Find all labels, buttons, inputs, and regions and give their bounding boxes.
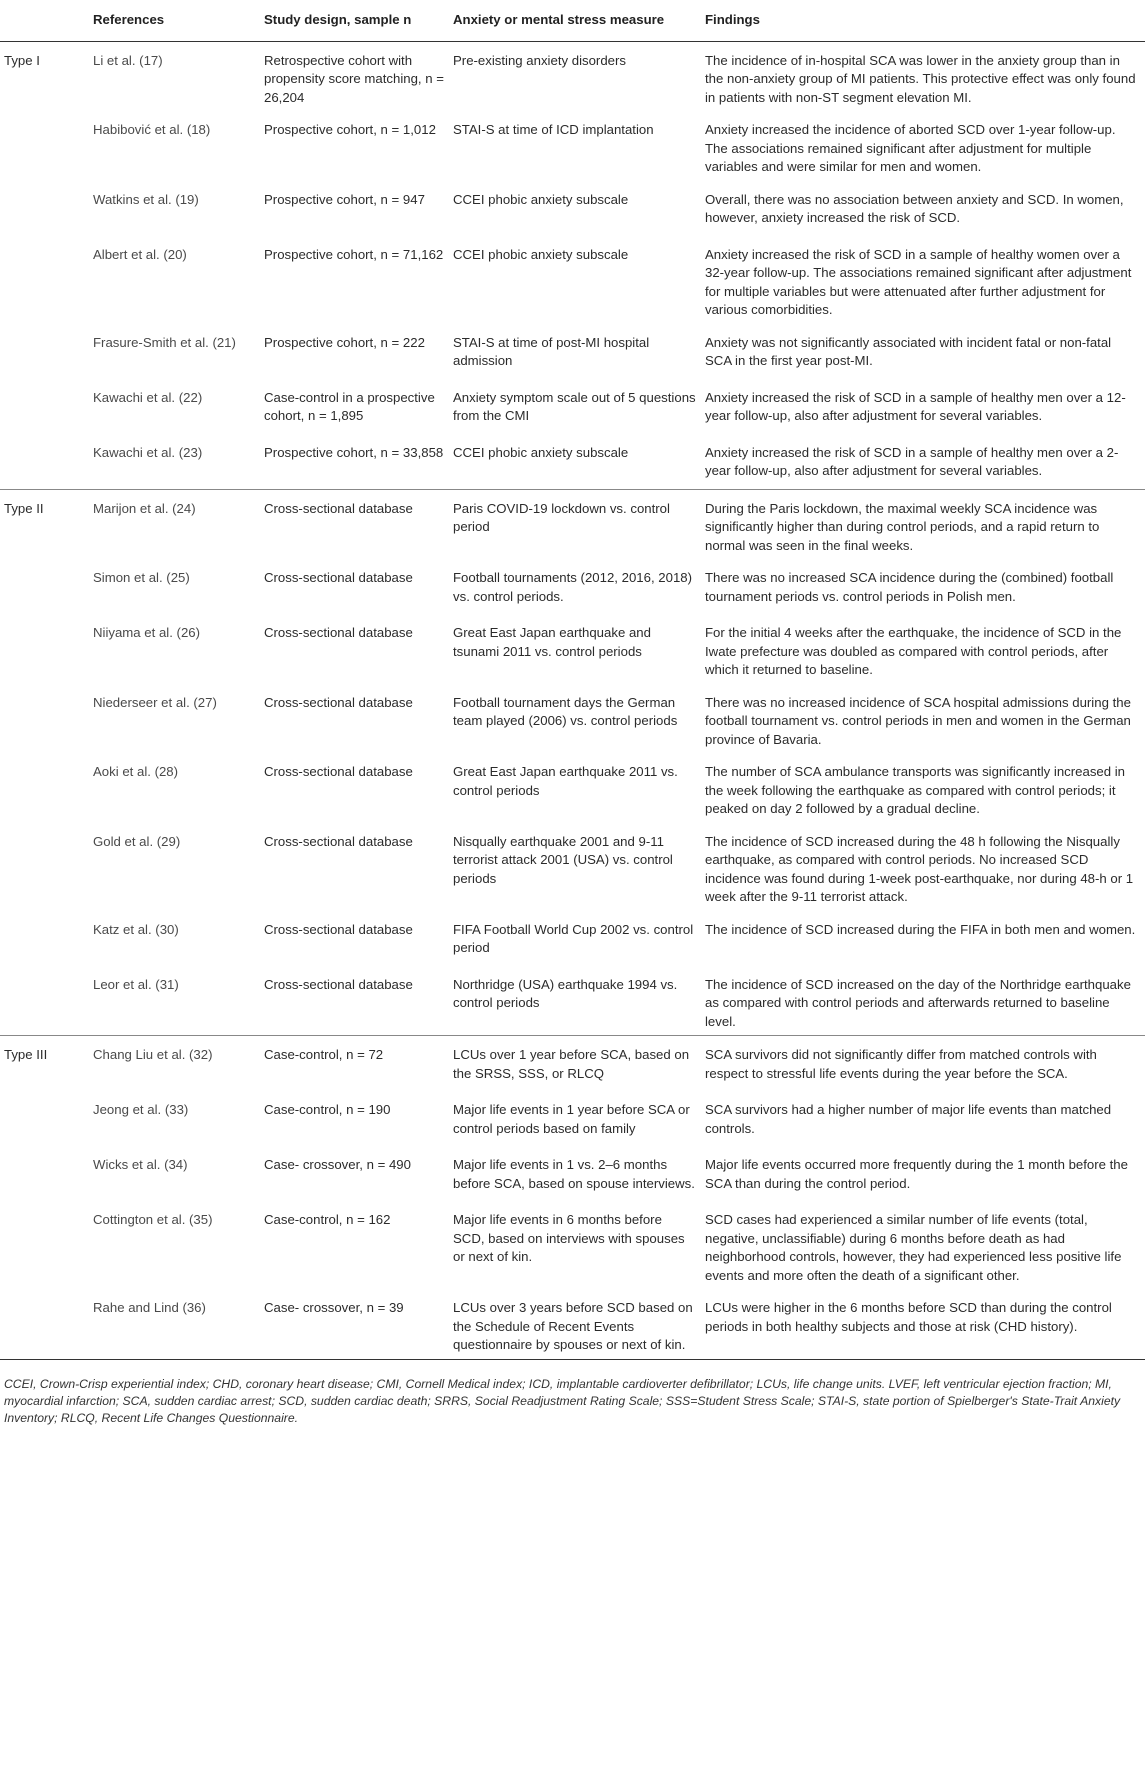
findings: Anxiety was not significantly associated with incident fatal or non-fatal SCA in the first year post-MI. [705, 334, 1112, 368]
findings: The incidence of SCD increased during the FIFA in both men and women. [705, 921, 1136, 937]
table-row [0, 324, 1145, 379]
study-design: Case- crossover, n = 39 [262, 1289, 451, 1359]
measure: STAI-S at time of post-MI hospital admission [453, 334, 650, 368]
study-type: Type II [4, 500, 44, 516]
study-design: Prospective cohort, n = 222 [264, 334, 425, 350]
findings: SCD cases had experienced a similar number of life events (total, negative, unclassifiable) during 6 months before death as had neighborhood controls, however, they had experienced less positive life events and more often the death of a significant other. [705, 1212, 1122, 1283]
study-design: Case-control, n = 190 [264, 1102, 391, 1117]
reference: Simon et al. (25) [93, 570, 190, 585]
measure: Paris COVID-19 lockdown vs. control period [453, 500, 670, 534]
reference: Gold et al. (29) [93, 833, 181, 849]
measure: Nisqually earthquake 2001 and 9-11 terrorist attack 2001 (USA) vs. control periods [453, 833, 673, 886]
study-design: Prospective cohort, n = 1,012 [264, 122, 436, 137]
measure: Anxiety symptom scale out of 5 questions from the CMI [453, 389, 696, 423]
findings: SCA survivors did not significantly differ from matched controls with respect to stressful life events during the year before the SCA. [705, 1047, 1097, 1081]
study-design: Case-control, n = 162 [264, 1212, 391, 1227]
study-design: Prospective cohort, n = 71,162 [264, 246, 444, 262]
reference: Watkins et al. (19) [93, 191, 199, 207]
study-design: Cross-sectional database [264, 764, 413, 779]
study-type [0, 559, 91, 614]
study-type [0, 434, 91, 490]
table-row [0, 181, 1145, 236]
measure: Northridge (USA) earthquake 1994 vs. control periods [451, 966, 703, 1036]
header-type [0, 0, 91, 41]
table-row [0, 753, 1145, 823]
header-row [0, 0, 1145, 41]
reference: Marijon et al. (24) [93, 500, 196, 516]
findings: The incidence of SCD increased on the day of the Northridge earthquake as compared with control periods and afterwards returned to baseline level. [703, 966, 1145, 1036]
study-design: Cross-sectional database [264, 500, 413, 516]
header-measure: Anxiety or mental stress measure [451, 0, 703, 41]
study-type [0, 1146, 91, 1201]
study-type [0, 966, 91, 1036]
table-row [0, 489, 1145, 559]
header-references: References [91, 0, 262, 41]
study-design: Cross-sectional database [264, 625, 413, 640]
measure: Great East Japan earthquake and tsunami 2011 vs. control periods [453, 625, 651, 659]
reference: Wicks et al. (34) [93, 1157, 188, 1172]
measure: Major life events in 6 months before SCD, based on interviews with spouses or next of kin. [453, 1212, 685, 1264]
reference: Habibović et al. (18) [93, 122, 211, 137]
measure: CCEI phobic anxiety subscale [453, 191, 629, 207]
measure: Major life events in 1 year before SCA or control periods based on family [453, 1102, 690, 1136]
table-row [0, 236, 1145, 324]
study-type [0, 324, 91, 379]
study-design: Retrospective cohort with propensity score matching, n = 26,204 [264, 52, 444, 105]
measure: Football tournaments (2012, 2016, 2018) vs. control periods. [453, 570, 692, 604]
findings: Anxiety increased the risk of SCD in a sample of healthy men over a 2-year follow-up, also after adjustment for several variables. [703, 434, 1145, 490]
measure: Major life events in 1 vs. 2–6 months before SCA, based on spouse interviews. [453, 1157, 695, 1191]
reference: Chang Liu et al. (32) [93, 1047, 213, 1062]
header-design: Study design, sample n [262, 0, 451, 41]
reference: Aoki et al. (28) [93, 764, 179, 779]
table-footnote: CCEI, Crown-Crisp experiential index; CHD, coronary heart disease; CMI, Cornell Medical index; ICD, implantable cardioverter defibrillator; LCUs, life change units. LVEF, left ventricular ejection fraction; MI, myocardial infarction; SCA, sudden cardiac arrest; SCD, sudden cardiac death; SRRS, Social Readjustment Rating Scale; SSS=Student Stress Scale; STAI-S, state portion of Spielberger's State-Trait Anxiety Inventory; RLCQ, Recent Life Changes Questionnaire. [4, 1376, 1121, 1425]
study-type: Type III [4, 1047, 48, 1062]
reference: Albert et al. (20) [93, 246, 187, 262]
table-row [0, 614, 1145, 684]
findings: Major life events occurred more frequently during the 1 month before the SCA than during the control period. [705, 1157, 1128, 1191]
study-type [0, 379, 91, 434]
study-type [0, 111, 91, 181]
study-design: Prospective cohort, n = 947 [264, 191, 425, 207]
table-row [0, 1036, 1145, 1092]
study-type [0, 614, 91, 684]
findings: Anxiety increased the incidence of aborted SCD over 1-year follow-up. The associations remained significant after adjustment for multiple variables and were similar for men and women. [705, 122, 1116, 174]
table-row [0, 379, 1145, 434]
table-row [0, 911, 1145, 966]
reference: Frasure-Smith et al. (21) [93, 334, 236, 350]
reference: Jeong et al. (33) [93, 1102, 189, 1117]
study-design: Cross-sectional database [264, 570, 413, 585]
reference: Niiyama et al. (26) [93, 625, 201, 640]
findings: The incidence of SCD increased during the 48 h following the Nisqually earthquake, as compared with control periods. No increased SCD incidence was found during 1-week post-earthquake, nor during 48-h or 1 week after the 9-11 terrorist attack. [705, 833, 1134, 904]
study-design: Case-control, n = 72 [264, 1047, 384, 1062]
table-row [0, 1201, 1145, 1289]
study-design: Cross-sectional database [264, 694, 413, 710]
reference: Kawachi et al. (23) [91, 434, 262, 490]
findings: During the Paris lockdown, the maximal weekly SCA incidence was significantly higher than during control periods, and a rapid return to normal was seen in the final weeks. [705, 500, 1100, 553]
study-type [0, 1289, 91, 1359]
study-type: Type I [4, 52, 40, 68]
header-findings: Findings [703, 0, 1145, 41]
reference: Niederseer et al. (27) [93, 694, 217, 710]
findings: There was no increased incidence of SCA hospital admissions during the football tournament vs. control periods in men and women in the German province of Bavaria. [705, 694, 1131, 747]
study-type [0, 181, 91, 236]
findings: Anxiety increased the risk of SCD in a sample of healthy women over a 32-year follow-up. The associations remained significant after adjustment for multiple variables but were attenuated after further adjustment for various comorbidities. [705, 246, 1132, 317]
table-row [0, 41, 1145, 111]
findings: SCA survivors had a higher number of major life events than matched controls. [705, 1102, 1112, 1136]
measure: LCUs over 1 year before SCA, based on the SRSS, SSS, or RLCQ [453, 1047, 690, 1081]
study-design: Cross-sectional database [262, 966, 451, 1036]
study-design: Case-control in a prospective cohort, n = 1,895 [264, 389, 435, 423]
measure: Great East Japan earthquake 2011 vs. control periods [453, 764, 678, 798]
findings: Overall, there was no association between anxiety and SCD. In women, however, anxiety increased the risk of SCD. [705, 191, 1124, 225]
table-row [0, 1091, 1145, 1146]
measure: LCUs over 3 years before SCD based on the Schedule of Recent Events questionnaire by spouses or next of kin. [451, 1289, 703, 1359]
findings: The incidence of in-hospital SCA was lower in the anxiety group than in the non-anxiety group of MI patients. This protective effect was only found in patients with non-ST segment elevation MI. [705, 52, 1136, 105]
study-type [0, 753, 91, 823]
measure: CCEI phobic anxiety subscale [453, 246, 629, 262]
findings: LCUs were higher in the 6 months before SCD than during the control periods in both healthy subjects and those at risk (CHD history). [703, 1289, 1145, 1359]
measure: CCEI phobic anxiety subscale [451, 434, 703, 490]
table-row [0, 1289, 1145, 1359]
study-design: Case- crossover, n = 490 [264, 1157, 411, 1172]
reference: Rahe and Lind (36) [91, 1289, 262, 1359]
measure: Pre-existing anxiety disorders [453, 52, 626, 68]
study-type [0, 911, 91, 966]
findings: The number of SCA ambulance transports was significantly increased in the week following the earthquake as compared with control periods; it peaked on day 2 followed by a gradual decline. [705, 764, 1126, 816]
reference: Katz et al. (30) [93, 921, 179, 937]
study-type [0, 823, 91, 911]
study-type [0, 236, 91, 324]
findings: For the initial 4 weeks after the earthquake, the incidence of SCD in the Iwate prefecture was doubled as compared with control periods, after which it returned to baseline. [705, 625, 1122, 677]
measure: FIFA Football World Cup 2002 vs. control period [453, 921, 694, 955]
table-row [0, 434, 1145, 490]
measure: STAI-S at time of ICD implantation [453, 122, 654, 137]
study-design: Cross-sectional database [264, 921, 413, 937]
findings: There was no increased SCA incidence during the (combined) football tournament periods vs. control periods in Polish men. [705, 570, 1114, 604]
reference: Cottington et al. (35) [93, 1212, 213, 1227]
findings: Anxiety increased the risk of SCD in a sample of healthy men over a 12-year follow-up, also after adjustment for several variables. [705, 389, 1126, 423]
reference: Li et al. (17) [93, 52, 163, 68]
study-type [0, 684, 91, 754]
study-design: Prospective cohort, n = 33,858 [262, 434, 451, 490]
reference: Kawachi et al. (22) [93, 389, 203, 405]
reference: Leor et al. (31) [91, 966, 262, 1036]
measure: Football tournament days the German team played (2006) vs. control periods [453, 694, 678, 728]
study-design: Cross-sectional database [264, 833, 413, 849]
table-row [0, 684, 1145, 754]
study-type [0, 1201, 91, 1289]
table-row [0, 1146, 1145, 1201]
table-row [0, 966, 1145, 1036]
table-row [0, 823, 1145, 911]
study-type [0, 1091, 91, 1146]
table-row [0, 559, 1145, 614]
table-row [0, 111, 1145, 181]
